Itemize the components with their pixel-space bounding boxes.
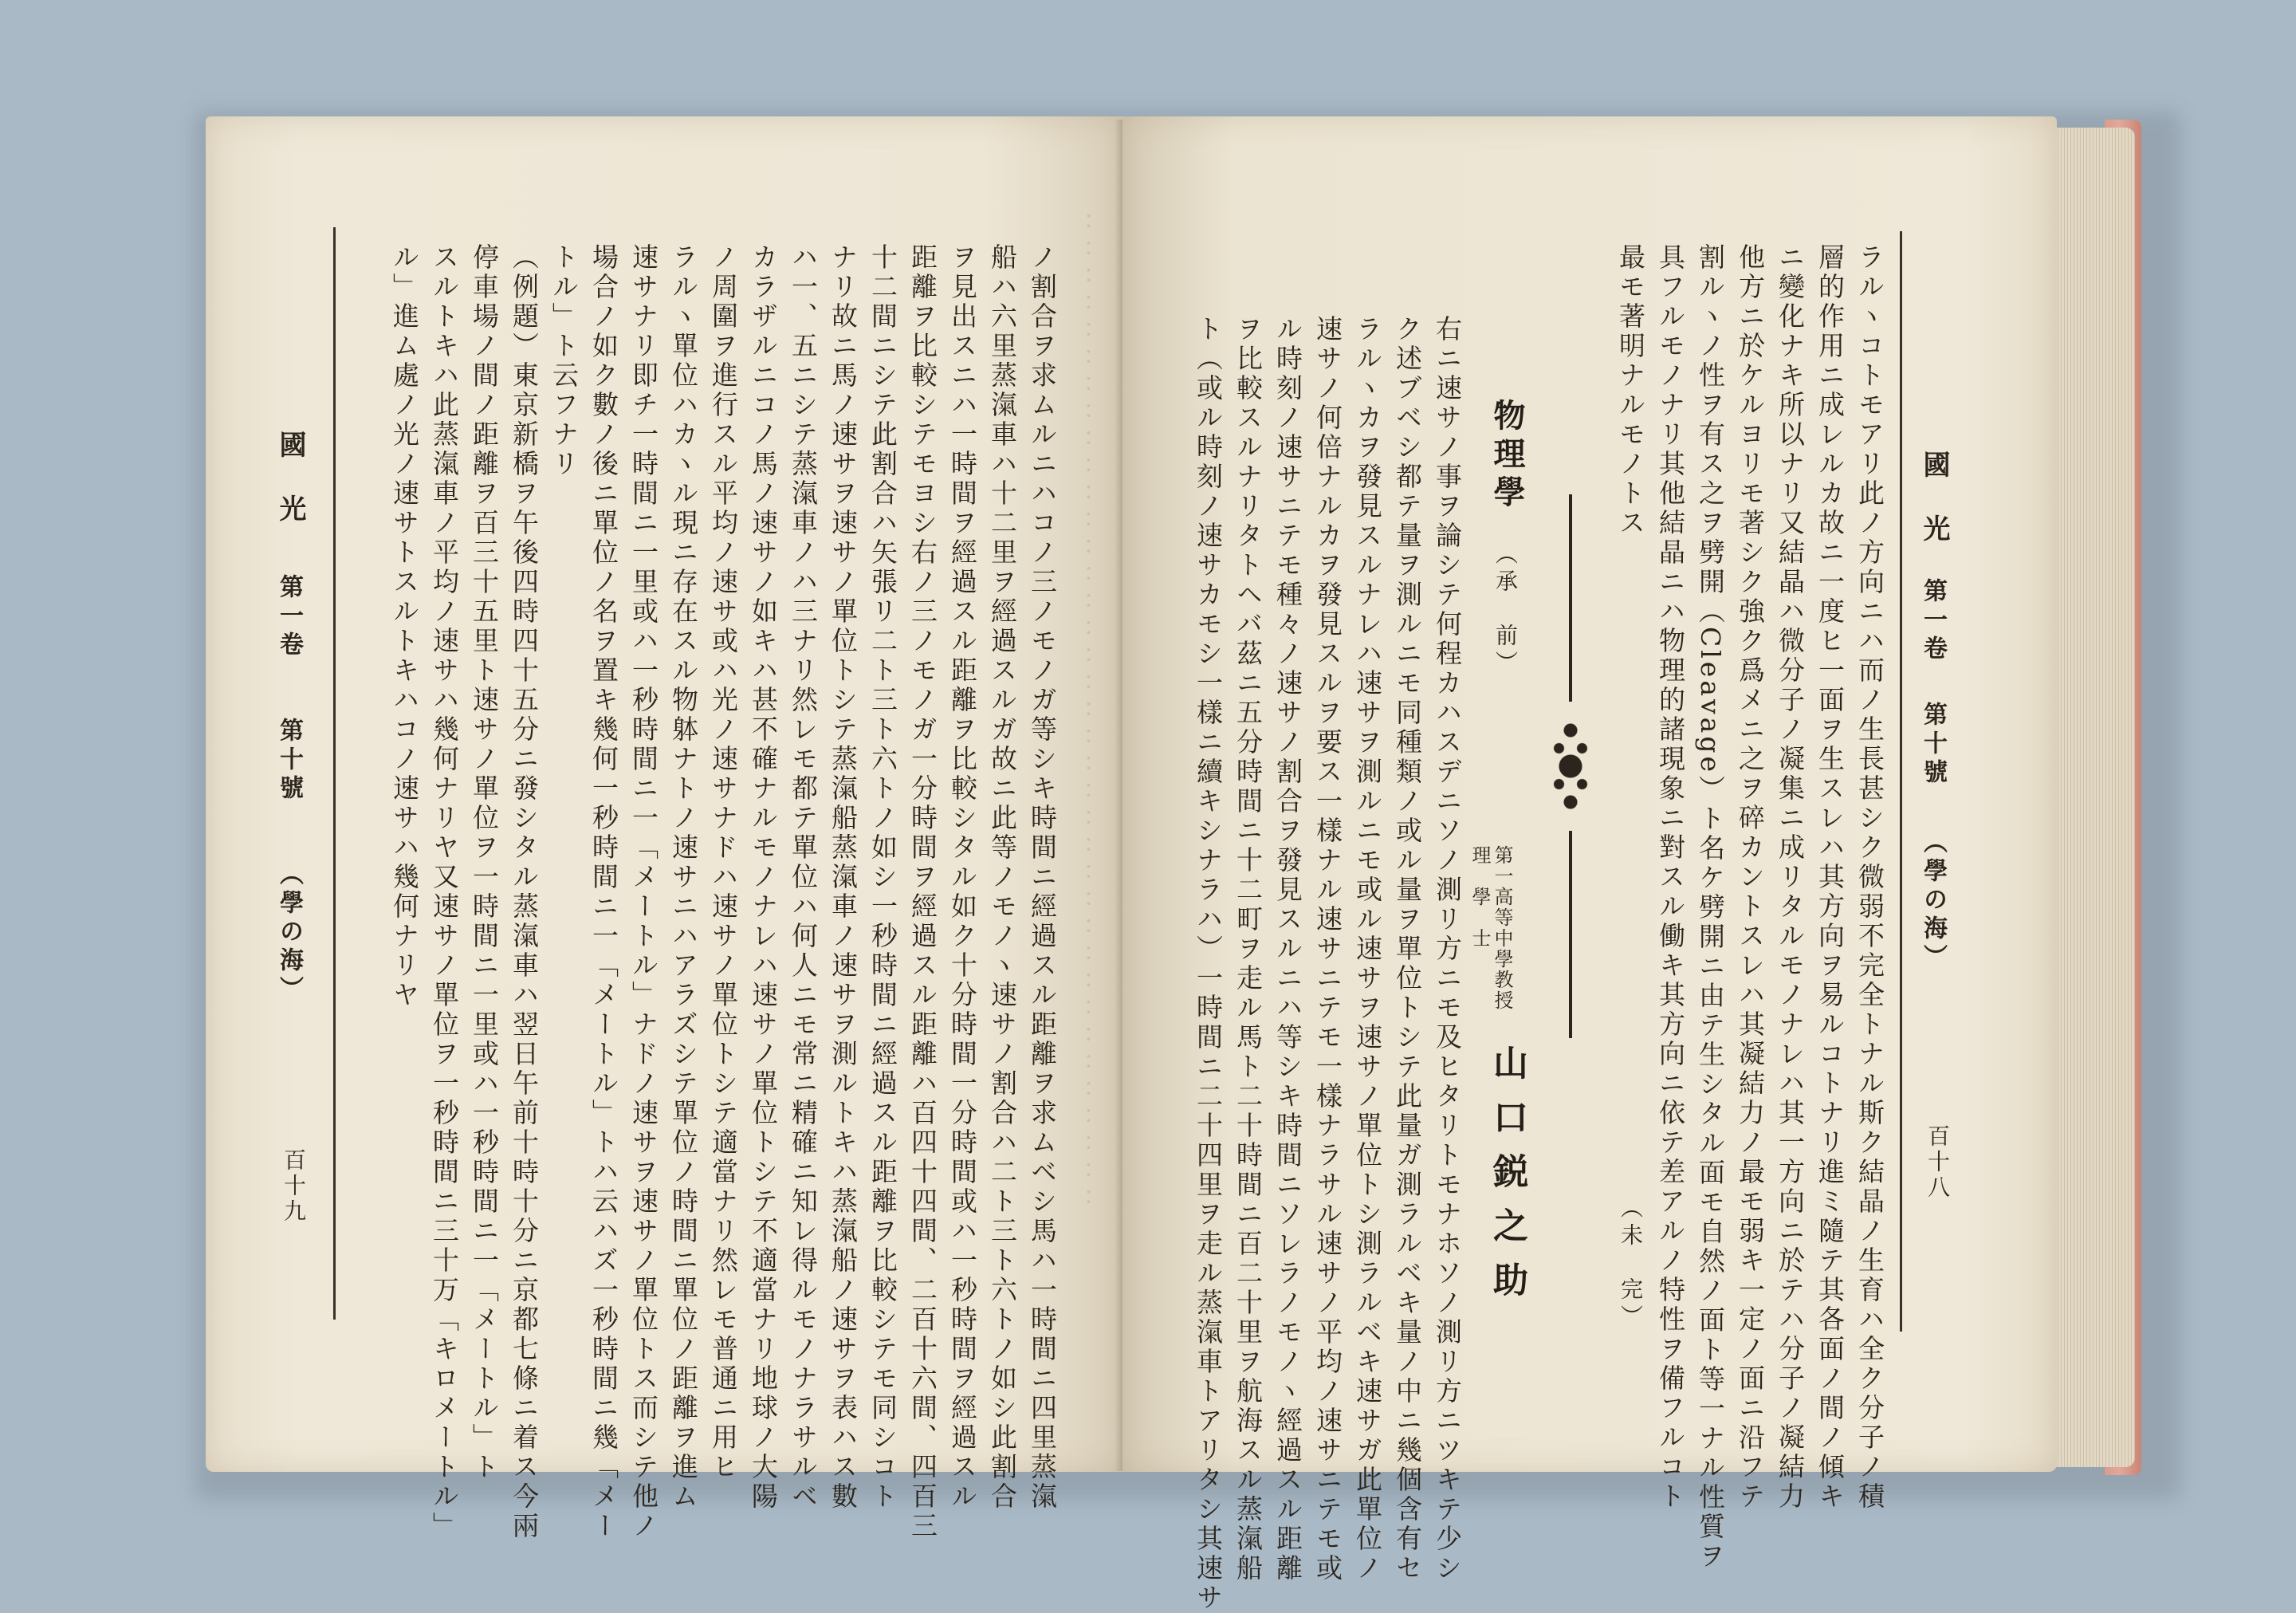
author-affiliation: 第一高等中學教授: [1491, 845, 1513, 1011]
right-page-number: 百十八: [1924, 1124, 1951, 1201]
text-line: ク述ブベシ都テ量ヲ測ルニモ同種類ノ或ル量ヲ單位トシテ此量ガ測ラルベキ量ノ中ニ幾個含有セ: [1392, 315, 1423, 1583]
text-line: ヲ比較スルナリタトヘバ茲ニ五分時間ニ十二町ヲ走ル馬ト二十時間ニ百二十里ヲ航海スル蒸滊船: [1233, 315, 1264, 1583]
article-continued-label: （承 前）: [1492, 542, 1519, 678]
text-line: 層的作用ニ成レルカ故ニ一度ヒ一面ヲ生スレハ其方向ヲ易ルコトナリ進ミ隨テ其各面ノ間ノ傾キ: [1814, 243, 1846, 1512]
text-line: トル」ト云フナリ: [548, 243, 580, 479]
left-page-number: 百十九: [281, 1148, 307, 1225]
text-line: 距離ヲ比較シテモヨシ右ノ三ノモノガ一分時間ヲ經過スル距離ハ百四十四間、二百十六間、四百三: [907, 243, 938, 1541]
page-edges: [2055, 128, 2135, 1467]
author-name: 山口鋭之助: [1487, 1045, 1527, 1316]
right-header-rule: [1900, 231, 1902, 1332]
text-line: ト（或ル時刻ノ速サカモシ一樣ニ續キシナラハ）一時間ニ二十四里ヲ走ル蒸滊車トアリタシ其速サ: [1193, 315, 1224, 1613]
text-line: （例題）東京新橋ヲ午後四時四十五分ニ發シタル蒸滊車ハ翌日午前十時十分ニ京都七條ニ着ス今兩: [509, 243, 540, 1541]
text-line: ヲ見出スニハ一時間ヲ經過スル距離ヲ比較シタル如ク十分時間一分時間或ハ一秒時間ヲ經過スル: [947, 243, 978, 1512]
right-body-text-bottom: [1172, 315, 1467, 1613]
left-body-text: [344, 243, 1062, 1541]
text-line: 右ニ速サノ事ヲ論シテ何程カハスデニソノ測リ方ニモ及ヒタリトモナホソノ測リ方ニツキテ少シ: [1432, 315, 1463, 1583]
text-line: ナリ故ニ馬ノ速サヲ速サノ單位トシテ蒸滊船蒸滊車ノ速サヲ測ルトキハ蒸滊船ノ速サヲ表ハス數: [828, 243, 859, 1512]
text-line: ラルヽ單位ハカヽル現ニ存在スル物躰ナトノ速サニハアラズシテ單位ノ時間ニ單位ノ距離ヲ進ム: [668, 243, 699, 1512]
to-be-continued-note: （未 完）: [1618, 1196, 1644, 1332]
article-title: 物理學: [1488, 399, 1526, 513]
text-line: 速サナリ即チ一時間ニ一里或ハ一秒時間ニ一「メートル」ナドノ速サヲ速サノ單位トス而シテ他ノ: [628, 243, 659, 1541]
left-journal-title: 國 光: [274, 431, 306, 526]
text-line: 十二間ニシテ此割合ハ矢張リ二ト三ト六トノ如シ一秒時間ニ經過スル距離ヲ比較シテモ同シコト: [867, 243, 898, 1512]
left-issue: 第十號: [275, 718, 303, 804]
text-line: ル時刻ノ速サニテモ種々ノ速サノ割合ヲ發見スルニハ等シキ時間ニソレラノモノヽ經過スル距離: [1272, 315, 1303, 1583]
text-line: ラルヽカヲ發見スルナレハ速サヲ測ルニモ或ル速サヲ速サノ單位トシ測ラルベキ速サガ此單位ノ: [1352, 315, 1383, 1583]
text-line: 停車場ノ間ノ距離ヲ百三十五里ト速サノ單位ヲ一時間ニ一里或ハ一秒時間ニ一「メートル」ト: [469, 243, 500, 1482]
text-line: カラザルニコノ馬ノ速サノ如キハ甚不確ナルモノナレハ速サノ單位トシテ不適當ナリ地球ノ大陽: [748, 243, 779, 1512]
text-line: 場合ノ如ク數ノ後ニ單位ノ名ヲ置キ幾何一秒時間ニ一「メートル」トハ云ハズ一秒時間ニ幾「メー: [588, 243, 619, 1541]
right-journal-title: 國 光: [1918, 450, 1950, 546]
text-line: ラルヽコトモアリ此ノ方向ニハ而ノ生長甚シク微弱不完全トナル斯ク結晶ノ生育ハ全ク分子ノ積: [1854, 243, 1885, 1512]
author-degree: 理 學 士: [1468, 845, 1491, 949]
text-line: 具フルモノナリ其他結晶ニハ物理的諸現象ニ對スル働キ其方向ニ依テ差アルノ特性ヲ備フルコト: [1655, 243, 1686, 1512]
ornamental-divider: [1543, 494, 1598, 1038]
text-line: 速サノ何倍ナルカヲ發見スルヲ要ス一樣ナル速サニテモ一樣ナラサル速サノ平均ノ速サニテモ或: [1312, 315, 1343, 1583]
text-line: ニ變化ナキ所以ナリ又結晶ハ微分子ノ凝集ニ成リタルモノナレハ其一方向ニ於テハ分子ノ凝結力: [1775, 243, 1806, 1512]
text-line: 船ハ六里蒸滊車ハ十二里ヲ經過スルガ故ニ此等ノモノヽ速サノ割合ハ二ト三ト六トノ如シ此割合: [987, 243, 1018, 1512]
text-line: ノ周圍ヲ進行スル平均ノ速サ或ハ光ノ速サナドハ速サノ單位トシテ適當ナリ然レモ普通ニ用ヒ: [708, 243, 739, 1482]
left-volume: 第一卷: [275, 574, 303, 660]
text-line: 最モ著明ナルモノトス: [1615, 243, 1646, 538]
text-line: ル」進ム處ノ光ノ速サトスルトキハコノ速サハ幾何ナリヤ: [389, 243, 420, 1010]
right-body-text-top: [1594, 243, 1889, 1572]
text-line: 他方ニ於ケルヨリモ著シク強ク爲メニ之ヲ碎カントスレハ其凝結力ノ最モ弱キ一定ノ面ニ沿フテ: [1735, 243, 1766, 1512]
left-header-rule: [333, 227, 336, 1320]
left-section: （學の海）: [275, 861, 303, 1005]
text-line: ノ割合ヲ求ムルニハコノ三ノモノガ等シキ時間ニ經過スル距離ヲ求ムベシ馬ハ一時間ニ四里蒸滊: [1027, 243, 1058, 1512]
bleed-through-text: ：：：：：：：：：：：：：：：：：：：：：：：：：：：：：：：：：：：：：: [1066, 212, 1094, 1215]
text-line: スルトキハ此蒸滊車ノ平均ノ速サハ幾何ナリヤ又速サノ單位ヲ一秒時間ニ三十万「キロメートル」: [429, 243, 460, 1541]
text-line: ハ一、五ニシテ蒸滊車ノハ三ナリ然レモ都テ單位ハ何人ニモ常ニ精確ニ知レ得ルモノナラサルベ: [788, 243, 819, 1512]
text-line: 割ルヽノ性ヲ有ス之ヲ劈開（Cleavage）ト名ケ劈開ニ由テ生シタル面モ自然ノ面ト等一ナル性質ヲ: [1695, 243, 1726, 1572]
right-volume: 第一卷: [1919, 578, 1947, 664]
right-issue: 第十號: [1919, 702, 1947, 788]
right-section: （學の海）: [1919, 829, 1947, 973]
